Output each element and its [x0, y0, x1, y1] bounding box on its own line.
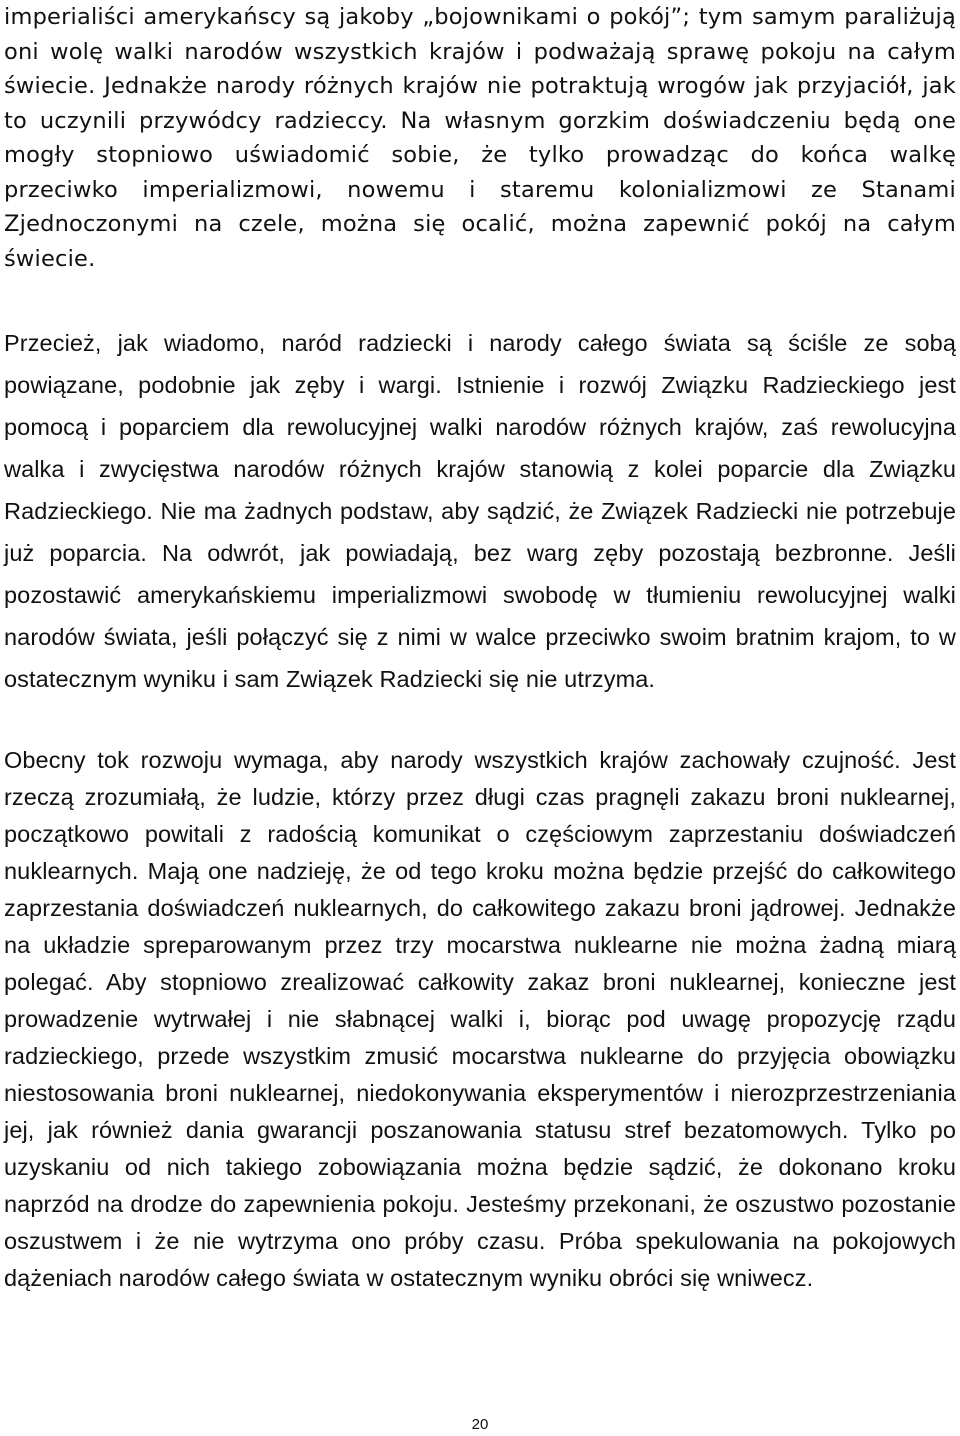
paragraph-2: Przecież, jak wiadomo, naród radziecki i narody całego świata są ściśle ze sobą powiązane, podobnie jak zęby i wargi. Istnienie i rozwój Związku Radzieckiego jest pomocą i poparciem dla rewolucyjnej walki narodów różnych krajów, zaś rewolucyjna walka i zwycięstwa narodów różnych krajów stanowią z kolei poparcie dla Związku Radzieckiego. Nie ma żadnych podstaw, aby sądzić, że Związek Radziecki nie potrzebuje już poparcia. Na odwrót, jak powiadają, bez warg zęby pozostają bezbronne. Jeśli pozostawić amerykańskiemu imperializmowi swobodę w tłumieniu rewolucyjnej walki narodów świata, jeśli połączyć się z nimi w walce przeciwko swoim bratnim krajom, to w ostatecznym wyniku i sam Związek Radziecki się nie utrzyma.: [4, 330, 956, 692]
paragraph-1: imperialiści amerykańscy są jakoby „bojownikami o pokój”; tym samym paraliżują oni wolę walki narodów wszystkich krajów i podważają sprawę pokoju na całym świecie. Jednakże narody różnych krajów nie potraktują wrogów jak przyjaciół, jak to uczynili przywódcy radzieccy. Na własnym gorzkim doświadczeniu będą one mogły stopniowo uświadomić sobie, że tylko prowadząc do końca walkę przeciwko imperializmowi, nowemu i staremu kolonializmowi ze Stanami Zjednoczonymi na czele, można się ocalić, można zapewnić pokój na całym świecie.: [4, 4, 956, 272]
page-number: 20: [471, 1416, 489, 1433]
paragraph-3: Obecny tok rozwoju wymaga, aby narody wszystkich krajów zachowały czujność. Jest rzeczą zrozumiałą, że ludzie, którzy przez długi czas pragnęli zakazu broni nuklearnej, początkowo powitali z radością komunikat o częściowym zaprzestaniu doświadczeń nuklearnych. Mają one nadzieję, że od tego kroku można będzie przejść do całkowitego zaprzestania doświadczeń nuklearnych, do całkowitego zakazu broni jądrowej. Jednakże na układzie spreparowanym przez trzy mocarstwa nuklearne nie można żadną miarą polegać. Aby stopniowo zrealizować całkowity zakaz broni nuklearnej, konieczne jest prowadzenie wytrwałej i nie słabnącej walki i, biorąc pod uwagę propozycję rządu radzieckiego, przede wszystkim zmusić mocarstwa nuklearne do przyjęcia obowiązku niestosowania broni nuklearnej, niedokonywania eksperymentów i nierozprzestrzeniania jej, jak również dania gwarancji poszanowania statusu stref bezatomowych. Tylko po uzyskaniu od nich takiego zobowiązania można będzie sądzić, że dokonano kroku naprzód na drodze do zapewnienia pokoju. Jesteśmy przekonani, że oszustwo pozostanie oszustwem i że nie wytrzyma ono próby czasu. Próba spekulowania na pokojowych dążeniach narodów całego świata w ostatecznym wyniku obróci się wniwecz.: [4, 747, 956, 1291]
